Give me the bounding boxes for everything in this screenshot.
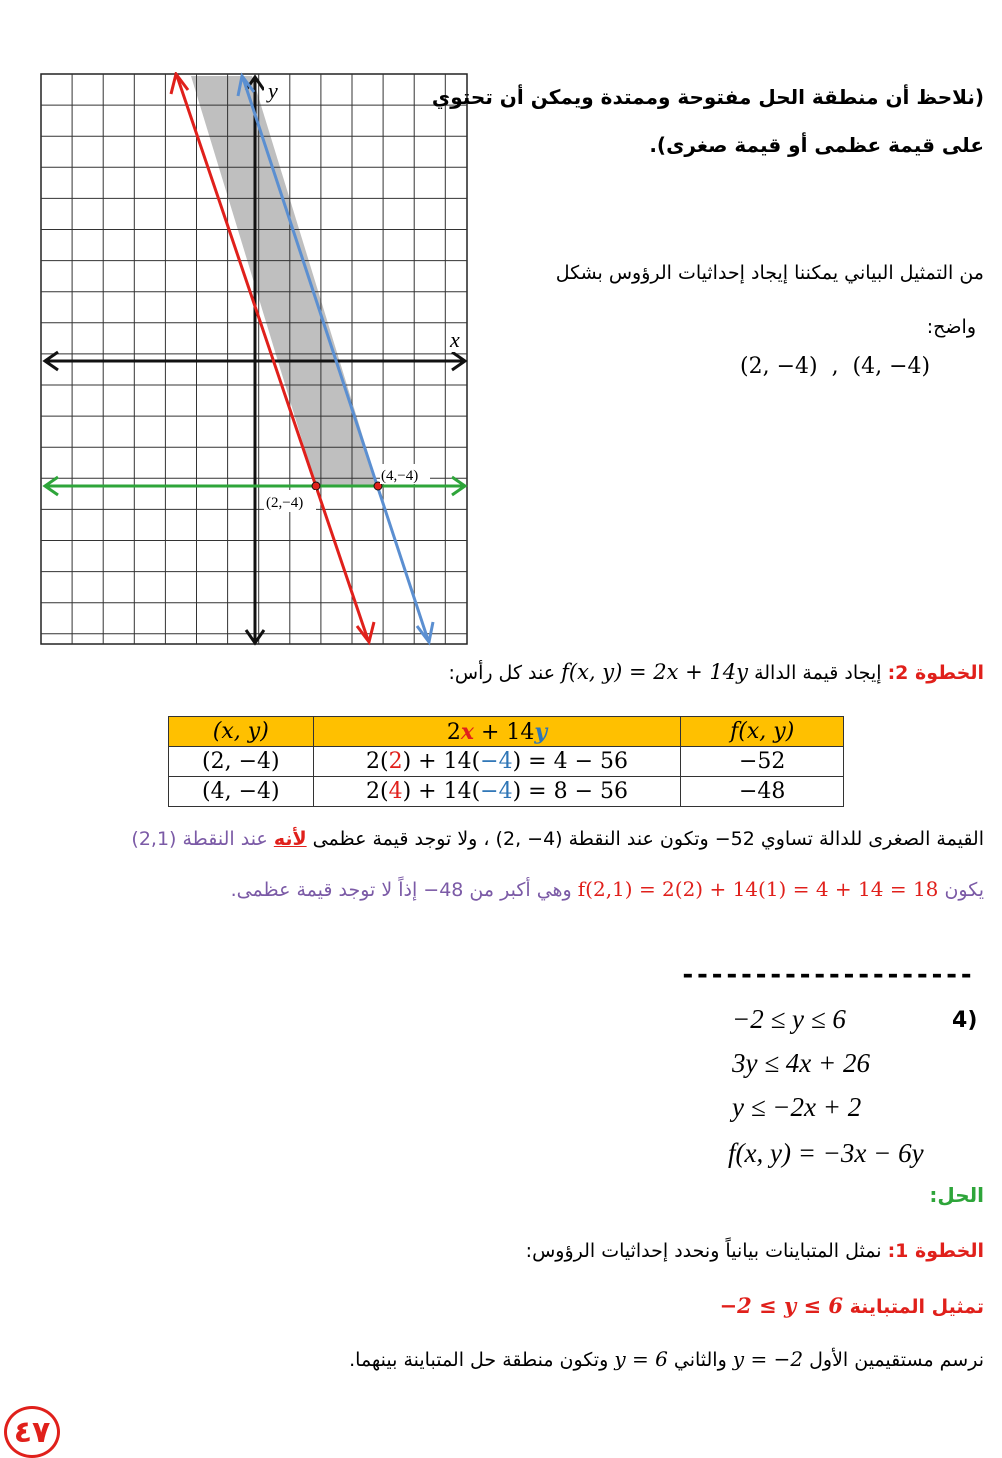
solution-label: الحل: — [929, 1183, 984, 1207]
x-axis-label: x — [450, 327, 460, 352]
evaluation-table — [168, 716, 844, 807]
problem-number: (4 — [952, 1008, 978, 1033]
table-header-point: (x, y) — [169, 717, 314, 747]
subheading-inequality: تمثيل المتباينة −2 ≤ y ≤ 6 — [719, 1293, 984, 1318]
feasible-region-shading — [191, 76, 378, 486]
y-axis-label: y — [268, 78, 278, 103]
note-line-1: (نلاحظ أن منطقة الحل مفتوحة وممتدة ويمكن أن تحتوي — [431, 85, 984, 109]
check-formula: f(2,1) = 2(2) + 14(1) = 4 + 14 = 18 — [577, 877, 939, 901]
draw-lines-text: نرسم مستقيمين الأول y = −2 والثاني y = 6 وتكون منطقة حل المتباينة بينهما. — [349, 1347, 984, 1371]
vertices-intro-line-2: واضح: — [926, 316, 976, 338]
step2-label: الخطوة 2: — [887, 662, 984, 684]
table-header-value: f(x, y) — [681, 717, 844, 747]
vertex-label-b: (4,−4) — [381, 468, 419, 484]
table-header-row — [169, 717, 844, 747]
table-header-expr: 2x + 14y — [313, 717, 681, 747]
table-cell-value: −52 — [681, 747, 844, 777]
section-separator: -------------------- — [680, 960, 974, 990]
table-cell-expr: 2(4) + 14(−4) = 8 − 56 — [313, 777, 681, 807]
step1-text: نمثل المتباينات بيانياً ونحدد إحداثيات الرؤوس: — [525, 1240, 888, 1262]
table-row — [169, 747, 844, 777]
page-number-badge: ٤٧ — [4, 1406, 60, 1458]
because-keyword: لأنه — [273, 828, 307, 850]
step2-line — [448, 657, 984, 688]
conclusion-line-2: يكون f(2,1) = 2(2) + 14(1) = 4 + 14 = 18 وهي أكبر من 48− إذاً لا توجد قيمة عظمى. — [230, 877, 984, 901]
step1-label: الخطوة 1: — [887, 1240, 984, 1262]
vertices-intro-line-1: من التمثيل البياني يمكننا إيجاد إحداثيات الرؤوس بشكل — [555, 262, 984, 284]
inequality-2: 3y ≤ 4x + 26 — [732, 1048, 871, 1078]
vertex-label-a: (2,−4) — [266, 495, 304, 511]
table-row — [169, 777, 844, 807]
table-cell-point: (2, −4) — [169, 747, 314, 777]
vertices-points: (2, −4) , (4, −4) — [740, 354, 931, 379]
step1-line — [526, 1236, 984, 1266]
table-cell-value: −48 — [681, 777, 844, 807]
step2-formula: f(x, y) = 2x + 14y — [561, 660, 749, 684]
conclusion-line-1: القيمة الصغرى للدالة تساوي 52− وتكون عند النقطة (4− ,2) ، ولا توجد قيمة عظمى لأنه عند النقطة (2,1) — [131, 828, 984, 850]
note-line-2: على قيمة عظمى أو قيمة صغرى). — [649, 133, 984, 157]
table-cell-expr: 2(2) + 14(−4) = 4 − 56 — [313, 747, 681, 777]
objective-function: f(x, y) = −3x − 6y — [728, 1138, 924, 1168]
inequality-1: −2 ≤ y ≤ 6 — [732, 1004, 846, 1034]
step2-text-before: إيجاد قيمة الدالة — [748, 662, 888, 684]
inequality-graph — [40, 72, 470, 648]
inequality-3: y ≤ −2x + 2 — [732, 1092, 862, 1122]
table-cell-point: (4, −4) — [169, 777, 314, 807]
blue-boundary-line — [243, 78, 428, 640]
step2-text-after: عند كل رأس: — [448, 662, 562, 684]
vertex-point-2-minus4 — [312, 482, 320, 490]
